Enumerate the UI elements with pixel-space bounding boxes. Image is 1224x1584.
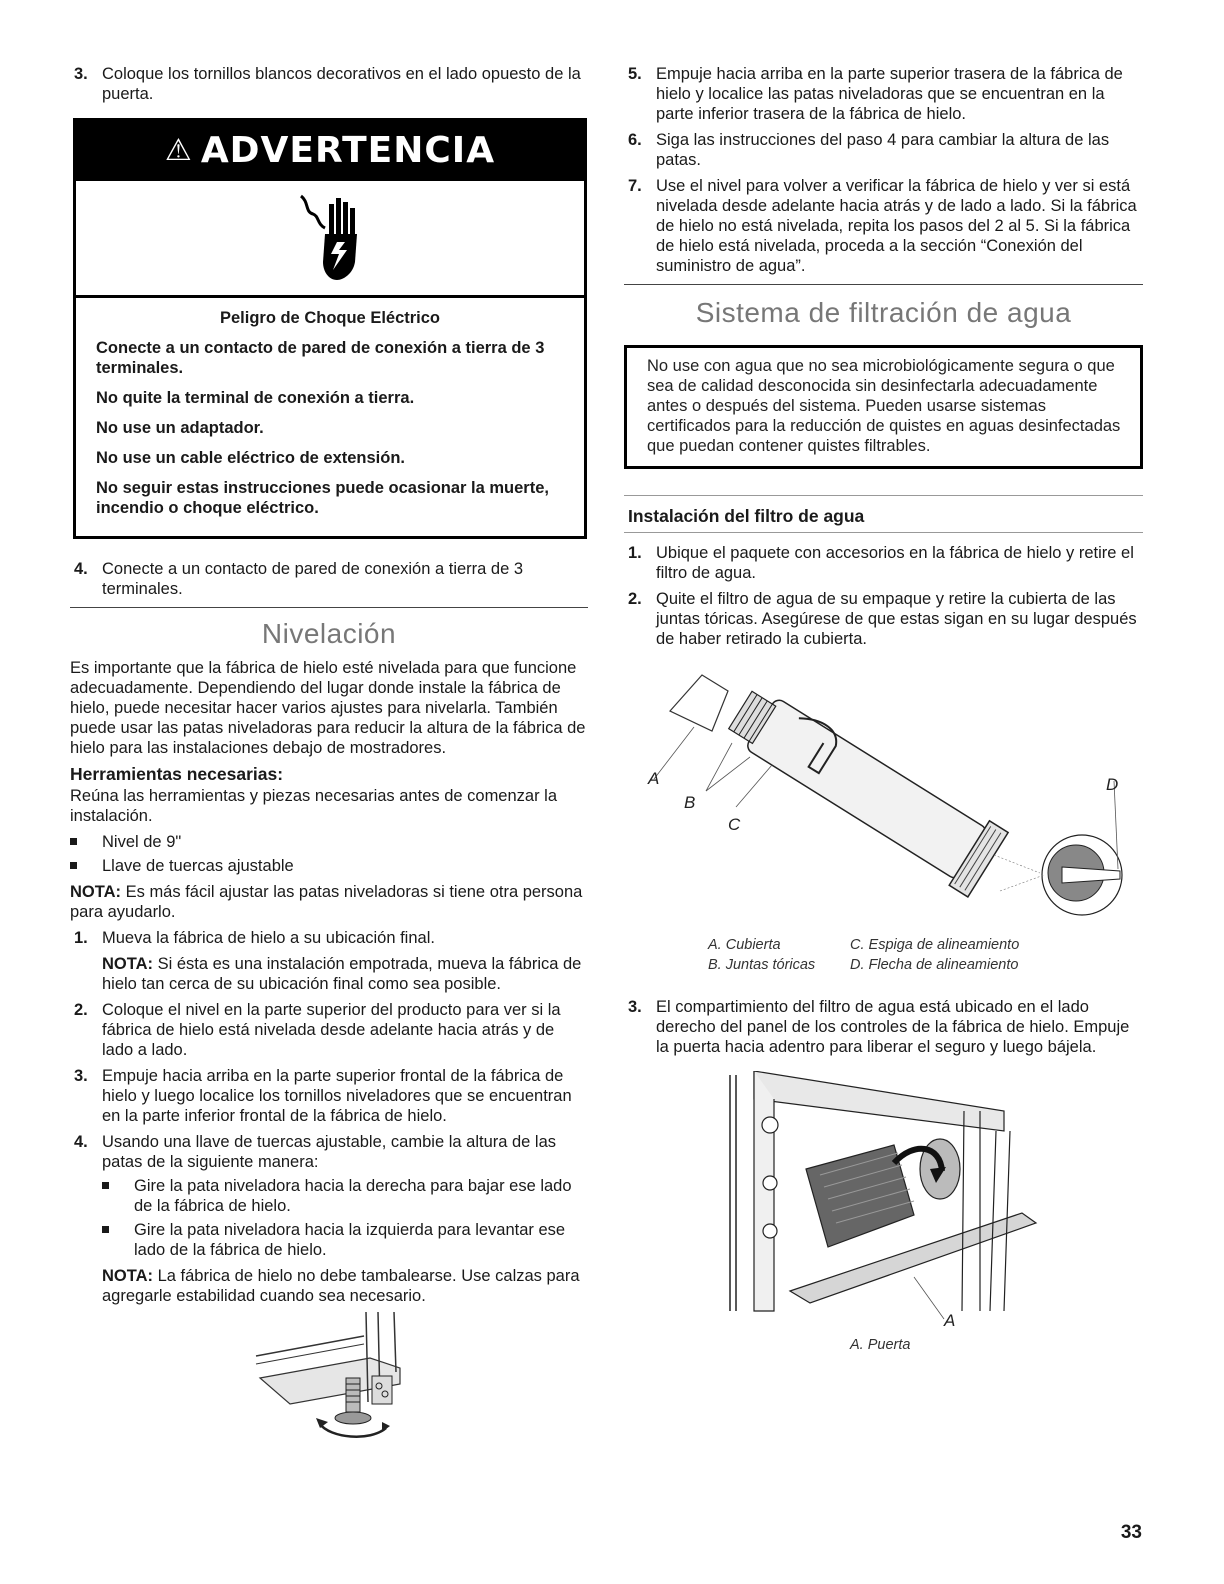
list-item [624,64,1143,124]
warning-line: No use un adaptador. [96,419,264,437]
nota-text: Es más fácil ajustar las patas niveladoras si tiene otra persona para ayudarlo. [70,883,583,921]
page-number: 33 [1120,1522,1142,1543]
caption-cubierta: A. Cubierta [708,937,781,953]
list-item [624,543,1143,583]
leveling-steps-continued [624,64,1143,276]
callout-c: C [728,815,741,834]
steps-connect [70,559,588,599]
warning-box [73,118,587,539]
step-text: Coloque los tornillos blancos decorativos en el lado opuesto de la puerta. [102,65,581,103]
filter-captions [708,935,1143,975]
nivelacion-intro: Es importante que la fábrica de hielo esté nivelada para que funcione adecuadamente. Dependiendo del lugar donde instale la fábrica de hielo, puede necesitar hacer varios ajustes para nivelarla. También puede usar las patas niveladoras para reducir la altura de la fábrica de hielo para las instalaciones debajo de mostradores. [70,659,586,757]
callout-a: A [648,769,660,788]
step-text: Usando una llave de tuercas ajustable, cambie la altura de las patas de la siguiente manera: [102,1133,557,1171]
nota-paragraph [70,882,588,922]
step-text: Coloque el nivel en la parte superior del producto para ver si la fábrica de hielo está nivelada desde adelante hacia atrás y de lado a lado. [102,1001,561,1059]
leveling-leg-figure [70,1312,588,1452]
list-item [624,176,1143,276]
warning-line: No use un cable eléctrico de extensión. [96,449,406,467]
warning-body [76,298,584,536]
caption-flecha: D. Flecha de alineamiento [850,957,1019,973]
step-number: 4. [74,1133,88,1151]
list-item [70,559,588,599]
notice-box: No use con agua que no sea microbiológicamente segura o que sea de calidad desconocida sin desinfectarla adecuadamente antes o después del sistema. Pueden usarse sistemas certificados para la reducción de quistes en aguas desinfectadas que puedan contener quistes filtrables. [624,345,1143,469]
list-item [70,1000,588,1060]
warning-title: ADVERTENCIA [200,130,496,171]
step-text: Empuje hacia arriba en la parte superior frontal de la fábrica de hielo y luego localice los tornillos niveladores que se encuentran en la parte inferior frontal de la fábrica de hielo. [102,1067,572,1125]
tools-title: Herramientas necesarias: [70,764,284,784]
water-filter-figure [624,661,1143,931]
install-steps-continued [624,997,1143,1057]
right-column [624,64,1143,1355]
list-item: Nivel de 9" [70,832,588,852]
nota-label: NOTA: [70,883,122,901]
install-steps [624,543,1143,649]
install-title: Instalación del filtro de agua [624,496,1143,533]
callout-d: D [1106,775,1119,794]
leveling-leg-illustration [70,1312,588,1452]
step-text: Mueva la fábrica de hielo a su ubicación final. [102,929,435,947]
step-text: Quite el filtro de agua de su empaque y retire la cubierta de las juntas tóricas. Asegúrese de que estas sigan en su lugar después de haber retirado la cubierta. [656,590,1137,648]
step-number: 1. [74,929,88,947]
list-item [70,928,588,994]
list-item: Llave de tuercas ajustable [70,856,588,876]
step-number: 2. [628,590,642,608]
step-number: 7. [628,177,642,195]
list-item [70,1066,588,1126]
list-item [70,64,588,104]
step-number: 4. [74,560,88,578]
step-number: 2. [74,1001,88,1019]
nota-text: Si ésta es una instalación empotrada, mueva la fábrica de hielo tan cerca de su ubicación final como sea posible. [102,955,582,993]
step-number: 3. [628,998,642,1016]
leveling-steps [70,928,588,1306]
nota-paragraph [102,1266,588,1306]
list-item: Gire la pata niveladora hacia la izquierda para levantar ese lado de la fábrica de hielo. [102,1220,588,1260]
electric-shock-hand-icon [295,190,365,286]
nota-label: NOTA: [102,955,154,973]
steps-intro [70,64,588,104]
sub-bullets [102,1176,588,1260]
step-number: 5. [628,65,642,83]
step-number: 1. [628,544,642,562]
section-title-nivelacion: Nivelación [261,618,397,649]
step-number: 3. [74,65,88,83]
warning-line: Conecte a un contacto de pared de conexión a tierra de 3 terminales. [96,339,545,377]
callout-a-door: A [944,1311,956,1330]
warning-line: No quite la terminal de conexión a tierra. [96,389,415,407]
step-text: El compartimiento del filtro de agua está ubicado en el lado derecho del panel de los controles de la fábrica de hielo. Empuje la puerta hacia adentro para liberar el seguro y luego bájela. [656,998,1130,1056]
tools-intro: Reúna las herramientas y piezas necesarias antes de comenzar la instalación. [70,787,558,825]
caption-puerta: A. Puerta [850,1337,911,1353]
caption-juntas: B. Juntas tóricas [708,957,816,973]
step-text: Ubique el paquete con accesorios en la fábrica de hielo y retire el filtro de agua. [656,544,1134,582]
caption-espiga: C. Espiga de alineamiento [850,937,1020,953]
list-item [624,130,1143,170]
step-number: 3. [74,1067,88,1085]
filter-door-figure [624,1071,1143,1333]
list-item: Gire la pata niveladora hacia la derecha para bajar ese lado de la fábrica de hielo. [102,1176,588,1216]
left-column [70,64,588,1452]
warning-header [76,121,584,181]
section-title-filtracion: Sistema de filtración de agua [695,297,1072,328]
nota-text: La fábrica de hielo no debe tambalearse. Use calzas para agregarle estabilidad cuando sea necesario. [102,1267,580,1305]
step-text: Siga las instrucciones del paso 4 para cambiar la altura de las patas. [656,131,1110,169]
step-text: Empuje hacia arriba en la parte superior trasera de la fábrica de hielo y localice las patas niveladoras que se encuentran en la parte inferior trasera de la fábrica de hielo. [656,65,1123,123]
nota-label: NOTA: [102,1267,154,1285]
section-divider [70,607,588,608]
nota-paragraph [102,954,588,994]
list-item [624,589,1143,649]
water-filter-illustration [624,661,1143,931]
step-text: Conecte a un contacto de pared de conexión a tierra de 3 terminales. [102,560,524,598]
tools-list [70,832,588,876]
section-divider [624,284,1143,285]
warning-line: No seguir estas instrucciones puede ocasionar la muerte, incendio o choque eléctrico. [96,479,549,517]
list-item [70,1132,588,1306]
warning-triangle-icon: ⚠ [164,133,193,168]
step-number: 6. [628,131,642,149]
callout-b: B [684,793,696,812]
filter-door-illustration [624,1071,1143,1333]
hazard-title: Peligro de Choque Eléctrico [219,309,441,327]
step-text: Use el nivel para volver a verificar la fábrica de hielo y ver si está nivelada desde adelante hacia atrás y de lado a lado. Si la fábrica de hielo no está nivelada, repita los pasos del 2 al 5. Si la fábrica de hielo está nivelada, proceda a la sección “Conexión del suministro de agua”. [656,177,1137,275]
list-item [624,997,1143,1057]
